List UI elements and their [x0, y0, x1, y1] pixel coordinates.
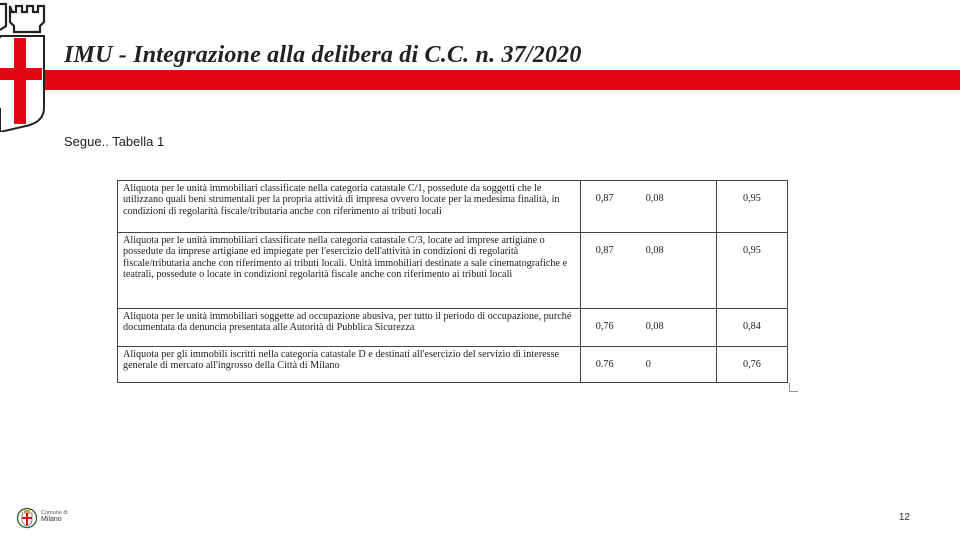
rate-additional: 0: [645, 359, 651, 370]
row-description: Aliquota per le unità immobiliari soggette ad occupazione abusiva, per tutto il periodo di occupazione, purché documentata da denuncia presentata alle Autorità di Pubblica Sicurezza: [118, 309, 581, 347]
rate-total: 0,95: [716, 233, 787, 309]
milano-castle-logo: [0, 0, 48, 132]
rate-base: 0,87: [595, 193, 614, 204]
tax-rate-table: [117, 180, 788, 383]
row-description: Aliquota per le unità immobiliari classificate nella categoria catastale C/1, possedute da soggetti che le utilizzano quali beni strumentali per la propria attività di impresa ovvero locate per la medesima finalità, in condizioni di regolarità fiscale/tributaria anche con riferimento ai tributi locali: [118, 181, 581, 233]
rate-base: 0,76: [595, 321, 614, 332]
rate-base: 0,87: [595, 245, 614, 256]
rate-additional: 0,08: [645, 193, 664, 204]
rate-additional: 0,08: [645, 245, 664, 256]
header-red-band: [0, 70, 960, 90]
slide-title: IMU - Integrazione alla delibera di C.C. n. 37/2020: [64, 42, 582, 68]
table-row: [118, 181, 788, 233]
crop-mark: [789, 383, 798, 392]
row-description: Aliquota per le unità immobiliari classificate nella categoria catastale C/3, locate ad imprese artigiane o possedute da imprese artigiane ed impiegate per l'esercizio dell'attività in condizioni di regolarità fiscale/tributaria anche con riferimento ai tributi locali. Unità immobiliari destinate a sale cinematografiche e teatrali, possedute o locate in condizioni regolarità fiscale anche con riferimento ai tributi locali: [118, 233, 581, 309]
page-number: 12: [898, 512, 910, 523]
table-row: [118, 347, 788, 383]
table-row: [118, 309, 788, 347]
table-row: [118, 233, 788, 309]
row-description: Aliquota per gli immobili iscritti nella categoria catastale D e destinati all'esercizio del servizio di interesse generale di mercato all'ingrosso della Città di Milano: [118, 347, 581, 383]
rate-base: 0.76: [595, 359, 614, 370]
rate-total: 0,84: [716, 309, 787, 347]
rate-additional: 0,08: [645, 321, 664, 332]
rate-total: 0,95: [716, 181, 787, 233]
rate-total: 0,76: [716, 347, 787, 383]
slide-subtitle: Segue.. Tabella 1: [64, 134, 165, 149]
footer-org-name: Comune di Milano: [41, 510, 68, 523]
